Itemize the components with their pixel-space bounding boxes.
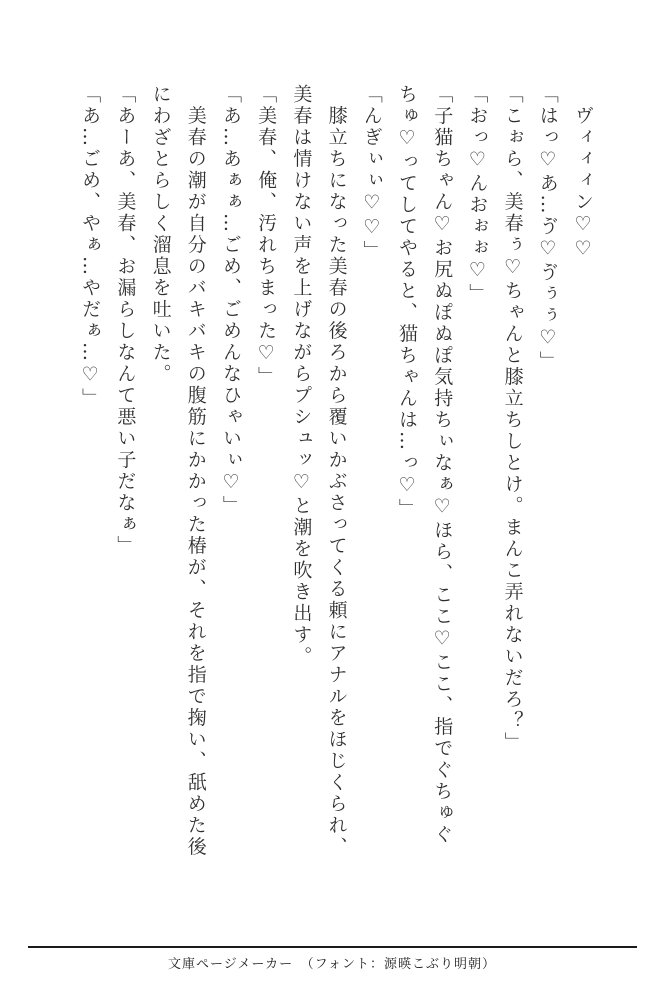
- text-line: にわざとらしく溜息を吐いた。: [149, 84, 172, 385]
- text-line: ヴィィィン♡♡: [572, 84, 594, 262]
- vertical-text-area: [72, 84, 600, 874]
- text-line: 「こぉら、美春ぅ♡ちゃんと膝立ちしとけ。まんこ弄れないだろ？」: [501, 84, 524, 754]
- text-line: 「子猫ちゃん♡お尻ぬぽぬぽ気持ちぃなぁ♡ほら、ここ♡ここ、指でぐちゅぐ: [431, 84, 454, 846]
- text-line: 「あーあ、美春、お漏らしなんて悪い子だなぁ」: [114, 84, 137, 557]
- footer-divider: [28, 946, 637, 948]
- text-line: 「美春、俺、汚れちまった♡」: [255, 84, 278, 388]
- text-line: ちゅ♡ってしてやると、猫ちゃんは…っ♡」: [395, 84, 418, 520]
- text-line: 膝立ちになった美春の後ろから覆いかぶさってくる頼にアナルをほじくられ、: [325, 84, 348, 858]
- text-line: 「あ…ごめ、やぁ…やだぁ…♡」: [79, 84, 102, 410]
- text-line: 「あ…あぁぁ…ごめ、ごめんなひゃいぃ♡」: [219, 84, 242, 517]
- text-line: 美春は情けない声を上げながらプシュッ♡と潮を吹き出す。: [290, 84, 313, 668]
- text-line: 「おっ♡んおぉぉ♡」: [466, 84, 489, 305]
- text-line: 「んぎぃぃ♡♡」: [360, 84, 383, 262]
- text-line: 美春の潮が自分のバキバキの腹筋にかかった椿が、それを指で掬い、舐めた後: [184, 84, 207, 858]
- text-line: 「はっ♡あ…ゔ♡ゔぅぅ♡」: [536, 84, 559, 373]
- footer-credit: 文庫ページメーカー （フォント：源暎こぶり明朝）: [168, 957, 496, 972]
